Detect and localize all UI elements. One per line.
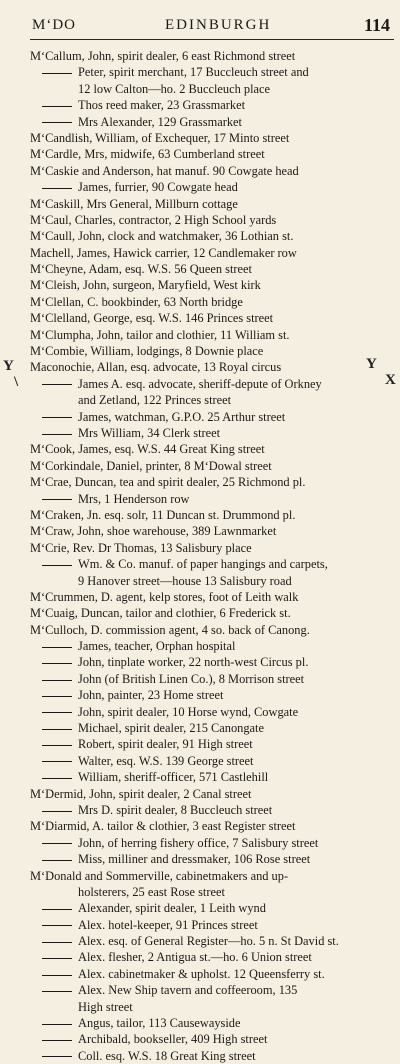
ditto-dash <box>42 843 72 844</box>
ditto-dash <box>42 434 72 435</box>
entry-text: M‘Dermid, John, spirit dealer, 2 Canal street <box>30 786 252 801</box>
margin-mark: Y <box>366 356 377 372</box>
running-head-left: M‘DO <box>32 17 76 33</box>
entry-text: Alex. flesher, 2 Antigua st.—ho. 6 Union street <box>78 950 312 965</box>
entry-continuation <box>30 573 392 589</box>
entry-text: M‘Callum, John, spirit dealer, 6 east Richmond street <box>30 49 296 63</box>
ditto-dash <box>42 778 72 779</box>
entry-text: Thos reed maker, 23 Grassmarket <box>78 98 246 113</box>
entry-text: M‘Crie, Rev. Dr Thomas, 13 Salisbury place <box>30 540 252 555</box>
entry-continuation <box>30 999 392 1015</box>
directory-subentry <box>30 114 392 130</box>
ditto-dash <box>42 188 72 189</box>
directory-entry <box>30 294 392 310</box>
directory-entry <box>30 327 392 343</box>
directory-subentry <box>30 1048 392 1064</box>
entry-text: James, teacher, Orphan hospital <box>78 639 236 654</box>
entry-text: M‘Caull, John, clock and watchmaker, 36 Lothian st. <box>30 229 294 244</box>
ditto-dash <box>42 729 72 730</box>
entry-text: Wm. & Co. manuf. of paper hangings and carpets, <box>78 557 328 572</box>
directory-subentry <box>30 491 392 507</box>
entry-text: Miss, milliner and dressmaker, 106 Rose street <box>78 852 311 867</box>
entry-text: Angus, tailor, 113 Causewayside <box>78 1016 241 1031</box>
entry-text: Mrs D. spirit dealer, 8 Buccleuch street <box>78 802 273 817</box>
entry-text: James, watchman, G.P.O. 25 Arthur street <box>78 409 286 424</box>
ditto-dash <box>42 745 72 746</box>
entry-text: John, painter, 23 Home street <box>78 688 224 703</box>
directory-subentry <box>30 64 392 80</box>
ditto-dash <box>42 860 72 861</box>
directory-entry <box>30 474 392 490</box>
entry-text: Mrs, 1 Henderson row <box>78 491 190 506</box>
directory-subentry <box>30 654 392 670</box>
entry-text: M‘Craken, Jn. esq. solr, 11 Duncan st. Drummond pl. <box>30 507 296 522</box>
entry-text: M‘Caul, Charles, contractor, 2 High School yards <box>30 212 277 227</box>
directory-entry <box>30 786 392 802</box>
entry-text: Coll. esq. W.S. 18 Great King street <box>78 1048 256 1063</box>
entry-text: M‘Cleish, John, surgeon, Maryfield, West kirk <box>30 278 261 293</box>
directory-subentry <box>30 1031 392 1047</box>
entry-text: M‘Clumpha, John, tailor and clothier, 11 William st. <box>30 327 290 342</box>
ditto-dash <box>42 761 72 762</box>
directory-subentry <box>30 1015 392 1031</box>
directory-subentry <box>30 671 392 687</box>
entry-text: Alex. cabinetmaker & upholst. 12 Queensferry st. <box>78 966 325 981</box>
entry-text: James, furrier, 90 Cowgate head <box>78 180 238 195</box>
ditto-dash <box>42 647 72 648</box>
entry-text: Alexander, spirit dealer, 1 Leith wynd <box>78 901 266 916</box>
entry-text: Walter, esq. W.S. 139 George street <box>78 753 254 768</box>
entry-text: M‘Caskie and Anderson, hat manuf. 90 Cowgate head <box>30 163 299 178</box>
directory-entry <box>30 622 392 638</box>
header-rule <box>30 39 394 40</box>
directory-entry <box>30 130 392 146</box>
directory-entry <box>30 589 392 605</box>
directory-subentry <box>30 736 392 752</box>
entry-text: M‘Diarmid, A. tailor & clothier, 3 east Register street <box>30 819 296 834</box>
entry-text: John (of British Linen Co.), 8 Morrison street <box>78 671 305 686</box>
directory-subentry <box>30 769 392 785</box>
entry-text: M‘Caskill, Mrs General, Millburn cottage <box>30 196 238 211</box>
page-number: 114 <box>364 15 391 35</box>
ditto-dash <box>42 942 72 943</box>
directory-subentry <box>30 933 392 949</box>
ditto-dash <box>42 958 72 959</box>
entry-text: M‘Craw, John, shoe warehouse, 389 Lawnmarket <box>30 524 277 539</box>
ditto-dash <box>42 696 72 697</box>
directory-entry <box>30 163 392 179</box>
ditto-dash <box>42 663 72 664</box>
directory-subentry <box>30 556 392 572</box>
ditto-dash <box>42 384 72 385</box>
entry-text: M‘Cuaig, Duncan, tailor and clothier, 6 Frederick st. <box>30 606 291 621</box>
entry-continuation <box>30 392 392 408</box>
ditto-dash <box>42 975 72 976</box>
directory-subentry <box>30 835 392 851</box>
ditto-dash <box>42 1024 72 1025</box>
entry-text: and Zetland, 122 Princes street <box>78 393 232 408</box>
entry-text: John, of herring fishery office, 7 Salisbury street <box>78 835 319 850</box>
entry-text: High street <box>78 999 133 1014</box>
directory-entry <box>30 818 392 834</box>
ditto-dash <box>42 909 72 910</box>
directory-subentry <box>30 638 392 654</box>
entry-text: Peter, spirit merchant, 17 Buccleuch street and <box>78 65 309 80</box>
directory-subentry <box>30 720 392 736</box>
directory-subentry <box>30 966 392 982</box>
directory-subentry <box>30 802 392 818</box>
entry-text: M‘Corkindale, Daniel, printer, 8 M‘Dowal street <box>30 458 272 473</box>
entry-text: M‘Cardle, Mrs, midwife, 63 Cumberland street <box>30 147 265 162</box>
ditto-dash <box>42 811 72 812</box>
entry-text: M‘Cook, James, esq. W.S. 44 Great King street <box>30 442 265 457</box>
running-head-title: EDINBURGH <box>165 17 272 33</box>
directory-subentry <box>30 97 392 113</box>
directory-subentry <box>30 409 392 425</box>
entry-text: M‘Culloch, D. commission agent, 4 so. back of Canong. <box>30 622 310 637</box>
ditto-dash <box>42 122 72 123</box>
ditto-dash <box>42 106 72 107</box>
directory-subentry <box>30 425 392 441</box>
entry-text: Mrs William, 34 Clerk street <box>78 425 221 440</box>
directory-entry <box>30 343 392 359</box>
entry-text: Alex. hotel-keeper, 91 Princes street <box>78 917 258 932</box>
directory-subentry <box>30 376 392 392</box>
directory-entry <box>30 228 392 244</box>
entry-text: John, tinplate worker, 22 north-west Circus pl. <box>78 655 309 670</box>
ditto-dash <box>42 1040 72 1041</box>
entry-text: John, spirit dealer, 10 Horse wynd, Cowgate <box>78 704 299 719</box>
entry-text: holsterers, 25 east Rose street <box>78 884 225 899</box>
margin-mark: \ <box>14 374 19 390</box>
directory-entry <box>30 261 392 277</box>
ditto-dash <box>42 1056 72 1057</box>
page-header <box>0 0 400 42</box>
entry-text: Alex. New Ship tavern and coffeeroom, 135 <box>78 983 298 998</box>
directory-entry <box>30 196 392 212</box>
entry-text: M‘Combie, William, lodgings, 8 Downie place <box>30 344 264 359</box>
directory-entry <box>30 507 392 523</box>
entry-text: M‘Cheyne, Adam, esq. W.S. 56 Queen street <box>30 262 252 277</box>
directory-entry <box>30 605 392 621</box>
margin-mark: X <box>385 372 396 388</box>
entry-text: Michael, spirit dealer, 215 Canongate <box>78 721 264 736</box>
directory-subentry <box>30 179 392 195</box>
directory-entry <box>30 310 392 326</box>
entry-text: Maconochie, Allan, esq. advocate, 13 Royal circus <box>30 360 282 375</box>
entry-text: M‘Clellan, C. bookbinder, 63 North bridge <box>30 294 243 309</box>
ditto-dash <box>42 680 72 681</box>
entry-continuation <box>30 81 392 97</box>
directory-entries <box>30 48 392 1064</box>
directory-entry <box>30 523 392 539</box>
margin-mark: Y <box>3 358 14 374</box>
entry-text: William, sheriff-officer, 571 Castlehill <box>78 770 269 785</box>
entry-text: M‘Crae, Duncan, tea and spirit dealer, 25 Richmond pl. <box>30 475 306 490</box>
ditto-dash <box>42 565 72 566</box>
entry-text: M‘Clelland, George, esq. W.S. 146 Princes street <box>30 311 274 326</box>
directory-subentry <box>30 851 392 867</box>
directory-subentry <box>30 704 392 720</box>
ditto-dash <box>42 499 72 500</box>
entry-text: Archibald, bookseller, 409 High street <box>78 1032 268 1047</box>
directory-subentry <box>30 917 392 933</box>
directory-subentry <box>30 900 392 916</box>
directory-entry <box>30 212 392 228</box>
directory-entry <box>30 359 392 375</box>
entry-text: M‘Candlish, William, of Exchequer, 17 Minto street <box>30 130 290 145</box>
ditto-dash <box>42 991 72 992</box>
ditto-dash <box>42 73 72 74</box>
directory-entry <box>30 441 392 457</box>
entry-text: Machell, James, Hawick carrier, 12 Candlemaker row <box>30 245 297 260</box>
directory-entry <box>30 146 392 162</box>
entry-text: 9 Hanover street—house 13 Salisbury road <box>78 573 292 588</box>
entry-text: Robert, spirit dealer, 91 High street <box>78 737 253 752</box>
entry-text: Alex. esq. of General Register—ho. 5 n. St David st. <box>78 934 339 949</box>
entry-text: Mrs Alexander, 129 Grassmarket <box>78 114 242 129</box>
directory-subentry <box>30 687 392 703</box>
directory-subentry <box>30 982 392 998</box>
entry-text: M‘Donald and Sommerville, cabinetmakers and up- <box>30 868 289 883</box>
entry-text: 12 low Calton—ho. 2 Buccleuch place <box>78 81 271 96</box>
ditto-dash <box>42 712 72 713</box>
directory-entry <box>30 245 392 261</box>
directory-subentry <box>30 949 392 965</box>
directory-entry <box>30 458 392 474</box>
entry-continuation <box>30 884 392 900</box>
ditto-dash <box>42 925 72 926</box>
directory-entry <box>30 540 392 556</box>
ditto-dash <box>42 417 72 418</box>
entry-text: M‘Crummen, D. agent, kelp stores, foot of Leith walk <box>30 589 299 604</box>
directory-entry <box>30 48 392 64</box>
directory-entry <box>30 868 392 884</box>
directory-entry <box>30 277 392 293</box>
entry-text: James A. esq. advocate, sheriff-depute of Orkney <box>78 376 322 391</box>
directory-subentry <box>30 753 392 769</box>
